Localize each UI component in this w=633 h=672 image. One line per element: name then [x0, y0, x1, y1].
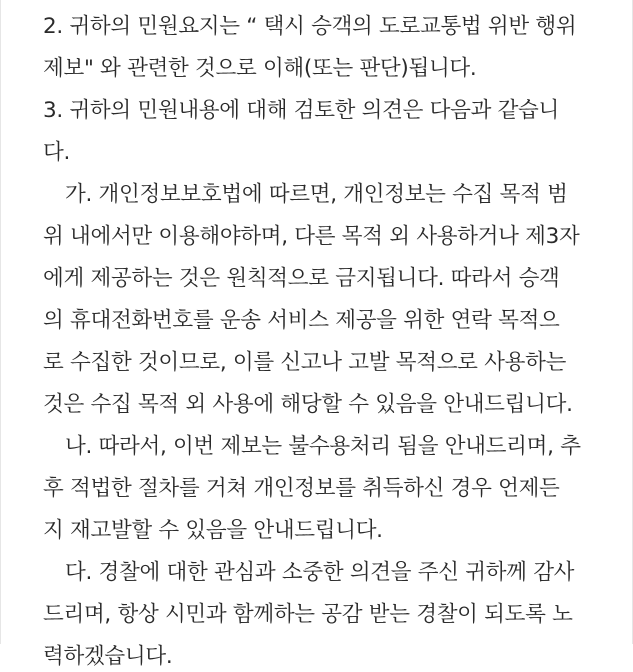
text-line-9: 로 수집한 것이므로, 이를 신고나 고발 목적으로 사용하는 — [43, 350, 567, 375]
text-line-14: 다. 경찰에 대한 관심과 소중한 의견을 주신 귀하께 감사 — [65, 560, 575, 585]
text-line-10: 것은 수집 목적 외 사용에 해당할 수 있음을 안내드립니다. — [43, 392, 573, 417]
text-line-12: 후 적법한 절차를 거쳐 개인정보를 취득하신 경우 언제든 — [43, 476, 560, 501]
text-line-1: 2. 귀하의 민원요지는 “ 택시 승객의 도로교통법 위반 행위 — [43, 14, 577, 39]
text-line-3: 3. 귀하의 민원내용에 대해 검토한 의견은 다음과 같습니 — [43, 98, 559, 123]
text-line-5: 가. 개인정보보호법에 따르면, 개인정보는 수집 목적 범 — [65, 182, 568, 207]
text-line-6: 위 내에서만 이용해야하며, 다른 목적 외 사용하거나 제3자 — [43, 224, 580, 249]
text-line-13: 지 재고발할 수 있음을 안내드립니다. — [43, 518, 383, 543]
text-line-4: 다. — [43, 140, 71, 165]
text-line-16: 력하겠습니다. — [43, 644, 173, 669]
text-line-7: 에게 제공하는 것은 원칙적으로 금지됩니다. 따라서 승객 — [43, 266, 560, 291]
text-line-15: 드리며, 항상 시민과 함께하는 공감 받는 경찰이 되도록 노 — [43, 602, 573, 627]
text-line-8: 의 휴대전화번호를 운송 서비스 제공을 위한 연락 목적으 — [43, 308, 560, 333]
text-line-2: 제보" 와 관련한 것으로 이해(또는 판단)됩니다. — [43, 56, 477, 81]
text-line-11: 나. 따라서, 이번 제보는 불수용처리 됨을 안내드리며, 추 — [65, 434, 581, 459]
